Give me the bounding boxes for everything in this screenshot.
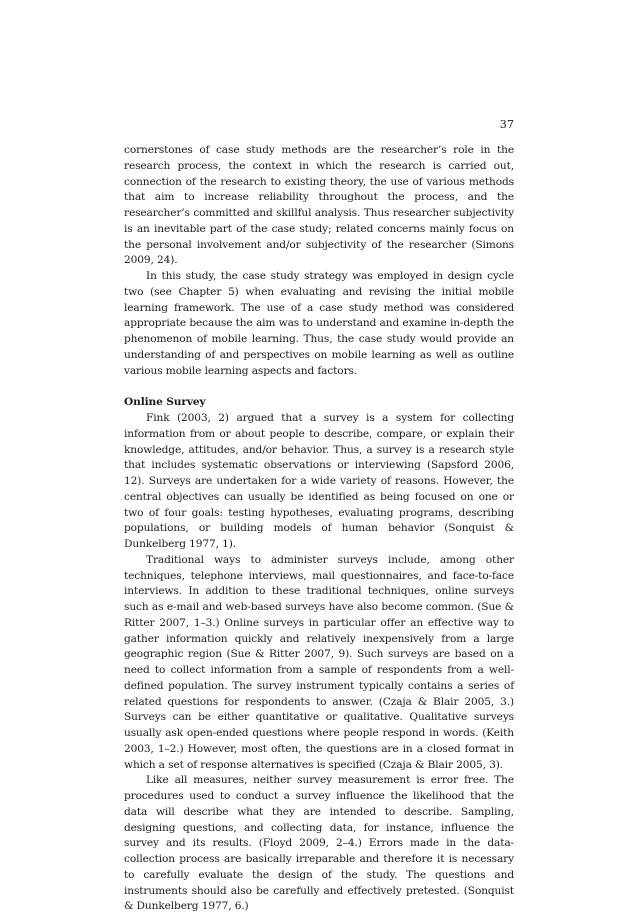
paragraph-survey-administration: Traditional ways to administer surveys include, among other techniques, telephone interviews, mail questionnaires, and face-to-face interviews. In addition to these traditional techniques, online surveys such as e-mail and web-based surveys have also become common. (Sue & Ritter 2007, 1–3.) Online surveys in particular offer an effective way to gather information quickly and relatively inexpensively from a large geographic region (Sue & Ritter 2007, 9). Such surveys are based on a need to collect information from a sample of respondents from a well-defined population. The survey instrument typically contains a series of related questions for respondents to answer. (Czaja & Blair 2005, 3.) Surveys can be either quantitative or qualitative. Qualitative surveys usually ask open-ended questions where people respond in words. (Keith 2003, 1–2.) However, most often, the questions are in a closed format in which a set of response alternatives is specified (Czaja & Blair 2005, 3). bbox=[124, 553, 514, 771]
paragraph-survey-errors: Like all measures, neither survey measurement is error free. The procedures used to conduct a survey influence the likelihood that the data will describe what they are intended to describe. Sampling, designing questions, and collecting data, for instance, influence the survey and its results. (Floyd 2009, 2–4.) Errors made in the data-collection process are basically irreparable and therefore it is necessary to carefully evaluate the design of the study. The questions and instruments should also be carefully and effectively pretested. (Sonquist & Dunkelberg 1977, 6.) bbox=[124, 774, 514, 913]
section-heading-online-survey: Online Survey bbox=[124, 396, 206, 409]
paragraph-case-study-in-this-study: In this study, the case study strategy was employed in design cycle two (see Chapter 5) when evaluating and revising the initial mobile learning framework. The use of a case study method was considered appropriate because the aim was to understand and examine in-depth the phenomenon of mobile learning. Thus, the case study would provide an understanding of and perspectives on mobile learning as well as outline various mobile learning aspects and factors. bbox=[124, 270, 514, 377]
paragraph-case-study-cornerstones: cornerstones of case study methods are the researcher’s role in the research process, the context in which the research is carried out, connection of the research to existing theory, the use of various methods that aim to increase reliability throughout the process, and the researcher’s committed and skillful analysis. Thus researcher subjectivity is an inevitable part of the case study; related concerns mainly focus on the personal involvement and/or subjectivity of the researcher (Simons 2009, 24). bbox=[124, 144, 514, 267]
page-number: 37 bbox=[499, 118, 514, 131]
paragraph-survey-definition: Fink (2003, 2) argued that a survey is a system for collecting information from or about people to describe, compare, or explain their knowledge, attitudes, and/or behavior. Thus, a survey is a research style that includes systematic observations or interviewing (Sapsford 2006, 12). Surveys are undertaken for a wide variety of reasons. However, the central objectives can usually be identified as being focused on one or two of four goals: testing hypotheses, evaluating programs, describing populations, or building models of human behavior (Sonquist & Dunkelberg 1977, 1). bbox=[124, 412, 514, 550]
page-body bbox=[124, 143, 514, 915]
